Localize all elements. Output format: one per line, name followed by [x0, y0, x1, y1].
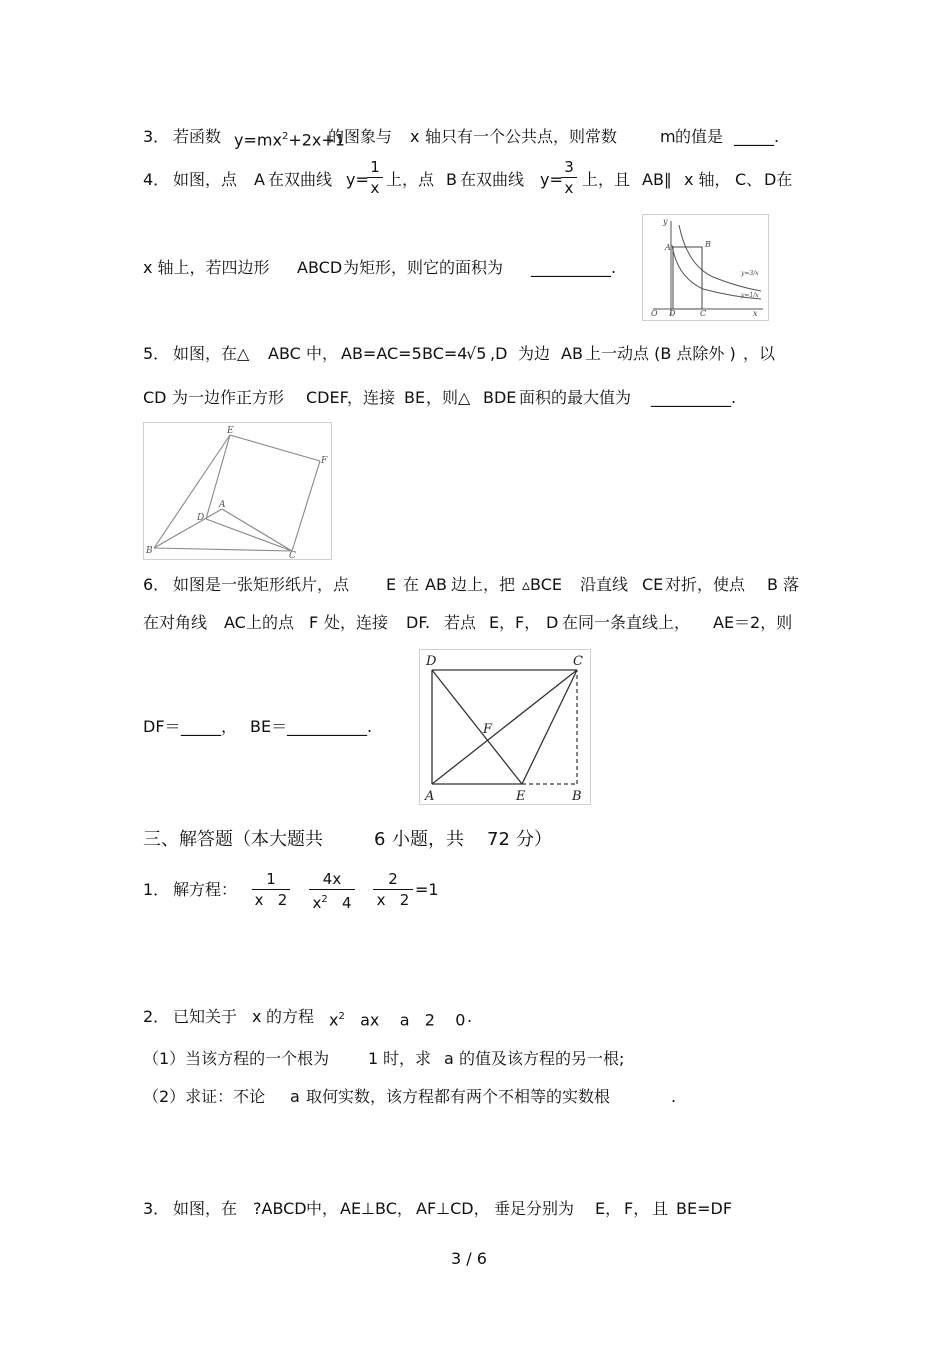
- s1-number: 1．: [143, 880, 170, 899]
- q6-text: 在对角线: [143, 613, 208, 632]
- s3-condition: AF⊥CD，: [416, 1199, 490, 1218]
- q3-text: 轴只有一个公共点，则常数: [425, 127, 618, 146]
- q3-answer-blank: _____.: [734, 127, 780, 146]
- q6-var: E: [386, 575, 397, 594]
- fig-label-d: D: [669, 309, 676, 318]
- page-number: 3 / 6: [451, 1249, 487, 1268]
- q6-text: BE＝: [250, 717, 288, 736]
- fig-label-f: F: [321, 456, 328, 466]
- q6-var: AC: [224, 613, 246, 632]
- q3-var: m: [660, 127, 676, 146]
- q5-var: AB: [561, 344, 583, 363]
- segment-be: [154, 435, 230, 548]
- q6-text: 沿直线: [580, 575, 629, 594]
- q5-text: 为一边作正方形: [172, 388, 285, 407]
- s3-text: 中，: [306, 1199, 339, 1218]
- q3-text: 若函数: [173, 127, 222, 146]
- q4-text: 在双曲线: [460, 170, 525, 189]
- s3-var: E，: [595, 1199, 622, 1218]
- s3-condition: AE⊥BC，: [340, 1199, 413, 1218]
- q4-text: D在: [764, 170, 793, 189]
- q3-text: 的图象与: [328, 127, 393, 146]
- s1-equals: =1: [415, 880, 439, 899]
- fig-label-o: O: [651, 309, 658, 318]
- s1-fraction-2: 4x $x^2$ 4: [309, 870, 355, 912]
- section-count: 6: [374, 829, 386, 850]
- s2-part-2-var: a: [290, 1087, 300, 1106]
- q6-var: ▵BCE: [522, 575, 563, 594]
- s2-part-1-value: 1: [368, 1049, 379, 1068]
- section-title: 小题，共: [392, 829, 464, 850]
- q3-text: 的值是: [675, 127, 724, 146]
- q5-text: 为边: [518, 344, 551, 363]
- s3-text: 垂足分别为: [494, 1199, 575, 1218]
- s3-condition: BE=DF: [676, 1199, 733, 1218]
- q6-number: 6．: [143, 575, 170, 594]
- q4-text: 为矩形，则它的面积为: [343, 258, 504, 277]
- q5-number: 5．: [143, 344, 170, 363]
- q6-text: 在: [403, 575, 420, 594]
- q5-figure: [143, 422, 332, 560]
- s2-period: .: [467, 1007, 473, 1026]
- q6-condition: AE＝2，则: [713, 613, 793, 632]
- q3-function: $y=mx^2+2x+1$: [234, 130, 345, 150]
- fig-label-c: C: [700, 309, 707, 318]
- q6-answer-blank-1: _____，: [181, 717, 238, 736]
- section-title: 三、解答题（本大题共: [143, 829, 323, 850]
- s3-number: 3．: [143, 1199, 170, 1218]
- s1-fraction-1: 1 x 2: [252, 870, 290, 909]
- q5-text: ，连接: [347, 388, 396, 407]
- q5-var: BDE: [483, 388, 517, 407]
- q6-var: F，: [515, 613, 541, 632]
- q5-var: ,D: [490, 344, 508, 363]
- segment-ec: [522, 670, 577, 784]
- q6-text: 落: [783, 575, 800, 594]
- q4-var: ABCD: [297, 258, 343, 277]
- fig-label-e: E: [227, 426, 234, 436]
- q4-fraction-2: 3 x: [561, 158, 577, 197]
- fig-curve-label-2: y=1/x: [741, 292, 759, 299]
- fig-label-d: D: [426, 654, 437, 669]
- s2-equation: $x^2$ ax a 2 0: [329, 1010, 466, 1030]
- q5-text: ，以: [743, 344, 776, 363]
- segment-ac: [432, 670, 577, 784]
- fig-label-b: B: [705, 240, 711, 249]
- segment-bc: [154, 548, 292, 551]
- q4-text: x 轴，: [684, 170, 731, 189]
- q3-number: 3．: [143, 127, 170, 146]
- segment-dc: [206, 519, 292, 551]
- section-title: 分）: [516, 829, 552, 850]
- fig-label-x: x: [753, 309, 758, 318]
- q4-var: A: [254, 170, 265, 189]
- s2-part-2: （2）求证：不论: [143, 1087, 266, 1106]
- fig-label-b: B: [146, 546, 153, 556]
- q6-text: 如图是一张矩形纸片，点: [173, 575, 350, 594]
- fig-label-y: y: [663, 217, 668, 226]
- fig-label-c: C: [289, 551, 296, 559]
- q6-answer-blank-2: __________.: [287, 717, 373, 736]
- fig-label-d: D: [197, 513, 205, 523]
- q5-text: 如图，在△: [173, 344, 250, 363]
- q4-answer-blank: __________.: [531, 258, 617, 277]
- q4-var: B: [446, 170, 457, 189]
- q5-var: ABC: [268, 344, 301, 363]
- segment-fc: [292, 461, 320, 551]
- s3-var: ?ABCD: [253, 1199, 307, 1218]
- s2-part-1-var: a: [444, 1049, 454, 1068]
- fig-label-b: B: [572, 789, 582, 804]
- segment-ef: [230, 435, 320, 461]
- s2-part-2-text: 取何实数，该方程都有两个不相等的实数根: [306, 1087, 611, 1106]
- q6-text: 若点: [444, 613, 477, 632]
- q6-text: 处，连接: [324, 613, 389, 632]
- q4-text: 上，点: [386, 170, 435, 189]
- segment-de: [432, 670, 522, 784]
- s2-number: 2．: [143, 1007, 170, 1026]
- q6-var: F: [309, 613, 319, 632]
- s2-part-1-text: 时，求: [383, 1049, 432, 1068]
- q6-text: 上的点: [246, 613, 295, 632]
- s2-var: x: [252, 1007, 262, 1026]
- fig-label-e: E: [516, 789, 526, 804]
- fig-label-c: C: [573, 654, 583, 669]
- section-score: 72: [487, 829, 510, 850]
- fig-label-a: A: [665, 243, 671, 252]
- q6-var: D: [546, 613, 559, 632]
- q4-number: 4．: [143, 170, 170, 189]
- q6-var: B: [767, 575, 778, 594]
- q5-condition: BC=4: [422, 344, 468, 363]
- q6-var: AB: [425, 575, 447, 594]
- q6-text: 边上，把: [451, 575, 516, 594]
- q5-text: 上一动点 (B 点除外 ): [585, 344, 736, 363]
- fig-label-a: A: [425, 789, 435, 804]
- s3-var: F，: [624, 1199, 650, 1218]
- q5-sqrt: √5: [466, 344, 487, 363]
- q5-var: CDEF: [306, 388, 349, 407]
- segment-de: [206, 435, 230, 519]
- fig-curve-label-1: y=3/x: [741, 270, 759, 277]
- q6-figure: [419, 649, 591, 805]
- q4-text: 如图，点: [173, 170, 238, 189]
- fig-label-a: A: [219, 500, 226, 510]
- q5-var: CD: [143, 388, 167, 407]
- q5-text: 面积的最大值为: [519, 388, 632, 407]
- s1-text: 解方程：: [173, 880, 238, 899]
- q6-var: CE: [642, 575, 664, 594]
- q4-text: 在双曲线: [268, 170, 333, 189]
- s2-part-2-end: .: [671, 1087, 677, 1106]
- q5-var: BE: [404, 388, 426, 407]
- fig-label-f: F: [483, 722, 493, 737]
- q5-condition: AB=AC=5: [341, 344, 422, 363]
- s3-text: 如图，在: [173, 1199, 238, 1218]
- s2-text: 已知关于: [173, 1007, 238, 1026]
- q6-text: 在同一条直线上，: [562, 613, 691, 632]
- q4-formula: y=: [346, 170, 369, 189]
- s3-text: 且: [652, 1199, 669, 1218]
- segment-ac: [222, 509, 292, 551]
- q4-fraction-1: 1 x: [367, 158, 383, 197]
- q4-var: C、: [735, 170, 763, 189]
- q6-var: DF.: [406, 613, 431, 632]
- q6-var: E，: [489, 613, 516, 632]
- q6-text: 对折，使点: [665, 575, 746, 594]
- q4-var: AB∥: [642, 170, 672, 189]
- s2-part-1: （1）当该方程的一个根为: [143, 1049, 330, 1068]
- q4-text: x 轴上，若四边形: [143, 258, 270, 277]
- s1-fraction-3: 2 x 2: [373, 870, 413, 909]
- q4-text: 上，且: [582, 170, 631, 189]
- s2-text: 的方程: [266, 1007, 315, 1026]
- q5-text: ，则△: [426, 388, 471, 407]
- segment-ba: [154, 509, 222, 548]
- q5-answer-blank: __________.: [651, 388, 737, 407]
- s2-part-1-text: 的值及该方程的另一根;: [459, 1049, 625, 1068]
- q5-text: 中，: [306, 344, 339, 363]
- q4-figure: [642, 214, 769, 321]
- q3-var: x: [410, 127, 420, 146]
- q4-formula: y=: [540, 170, 563, 189]
- q6-text: DF＝: [143, 717, 181, 736]
